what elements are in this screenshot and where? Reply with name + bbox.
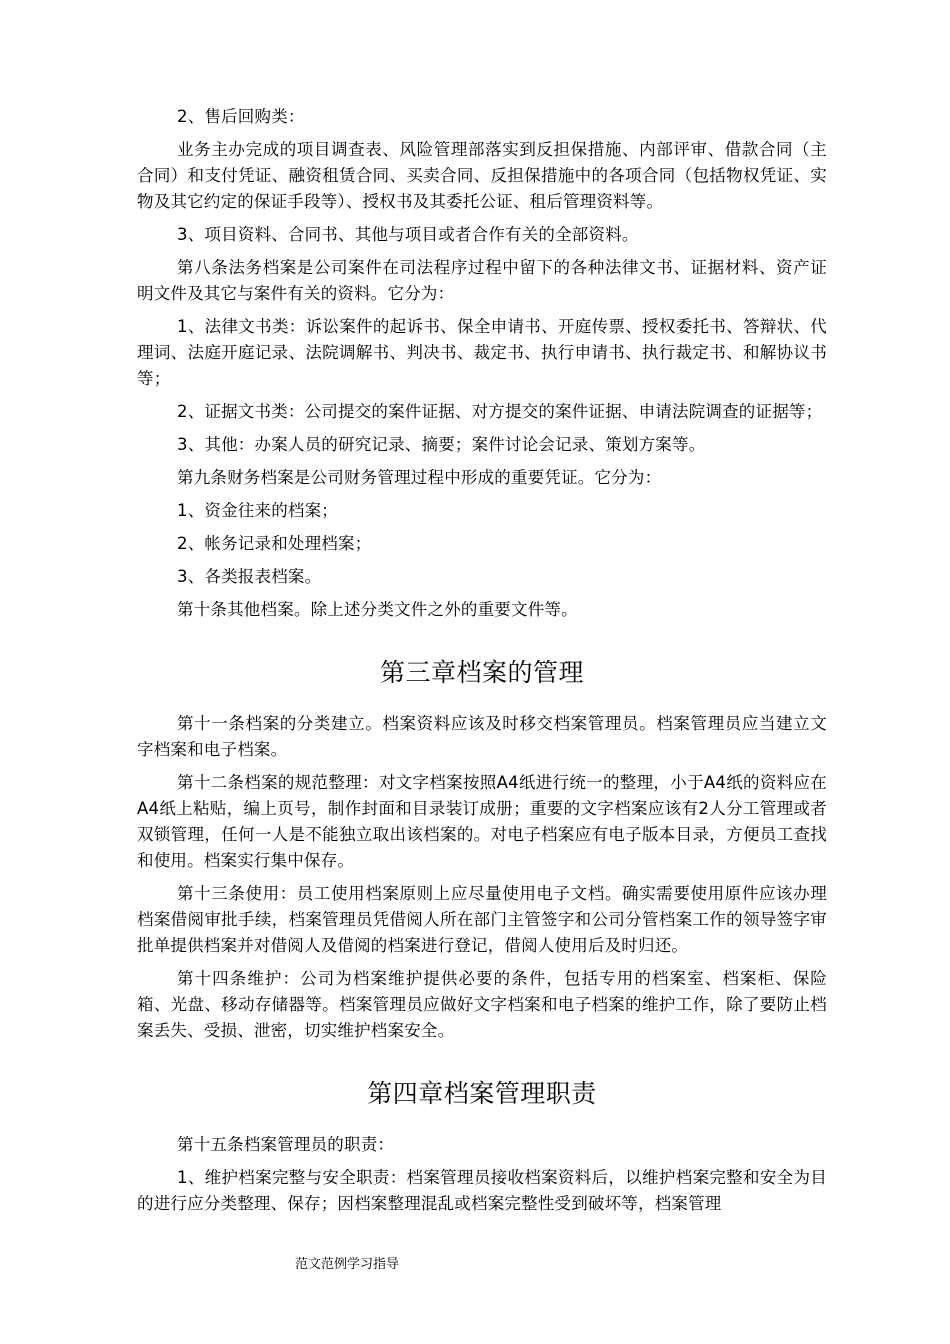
paragraph: 3、其他：办案人员的研究记录、摘要；案件讨论会记录、策划方案等。	[177, 435, 706, 454]
paragraph: 第十三条使用：员工使用档案原则上应尽量使用电子文档。确实需要使用原件应该办理档案借阅审批手续，档案管理员凭借阅人所在部门主管签字和公司分管档案工作的领导签字审批单提供档案并对借阅人及借阅的档案进行登记，借阅人使用后及时归还。	[137, 884, 827, 955]
paragraph: 3、项目资料、合同书、其他与项目或者合作有关的全部资料。	[177, 225, 639, 244]
paragraph: 业务主办完成的项目调查表、风险管理部落实到反担保措施、内部评审、借款合同（主合同）和支付凭证、融资租赁合同、买卖合同、反担保措施中的各项合同（包括物权凭证、实物及其它约定的保证手段等）、授权书及其委托公证、租后管理资料等。	[137, 140, 827, 211]
chapter-heading: 第三章档案的管理	[379, 658, 584, 687]
paragraph: 第十五条档案管理员的职责：	[177, 1135, 395, 1154]
chapter-heading: 第四章档案管理职责	[367, 1079, 597, 1108]
paragraph: 第十四条维护：公司为档案维护提供必要的条件，包括专用的档案室、档案柜、保险箱、光盘、移动存储器等。档案管理员应做好文字档案和电子档案的维护工作，除了要防止档案丢失、受损、泄密，切实维护档案安全。	[137, 969, 827, 1040]
paragraph: 第十条其他档案。除上述分类文件之外的重要文件等。	[177, 600, 578, 619]
paragraph: 2、售后回购类：	[177, 107, 305, 126]
paragraph: 1、法律文书类：诉讼案件的起诉书、保全申请书、开庭传票、授权委托书、答辩状、代理词、法庭开庭记录、法院调解书、判决书、裁定书、执行申请书、执行裁定书、和解协议书等；	[137, 317, 827, 388]
paragraph: 1、资金往来的档案；	[177, 501, 338, 520]
paragraph: 3、各类报表档案。	[177, 567, 322, 586]
paragraph: 第八条法务档案是公司案件在司法程序过程中留下的各种法律文书、证据材料、资产证明文件及其它与案件有关的资料。它分为：	[137, 258, 827, 303]
paragraph: 2、证据文书类：公司提交的案件证据、对方提交的案件证据、申请法院调查的证据等；	[177, 402, 823, 421]
paragraph: 第十二条档案的规范整理：对文字档案按照A4纸进行统一的整理，小于A4纸的资料应在A4纸上粘贴，编上页号，制作封面和目录装订成册；重要的文字档案应该有2人分工管理或者双锁管理，任何一人是不能独立取出该档案的。对电子档案应有电子版本目录，方便员工查找和使用。档案实行集中保存。	[137, 773, 827, 870]
document-body	[137, 104, 827, 1224]
paragraph: 2、帐务记录和处理档案；	[177, 534, 372, 553]
page-footer: 范文范例学习指导	[295, 1257, 400, 1272]
paragraph: 第九条财务档案是公司财务管理过程中形成的重要凭证。它分为：	[177, 468, 662, 487]
paragraph: 1、维护档案完整与安全职责：档案管理员接收档案资料后，以维护档案完整和安全为目的进行应分类整理、保存；因档案整理混乱或档案完整性受到破坏等，档案管理	[137, 1168, 827, 1213]
paragraph: 第十一条档案的分类建立。档案资料应该及时移交档案管理员。档案管理员应当建立文字档案和电子档案。	[137, 714, 827, 759]
